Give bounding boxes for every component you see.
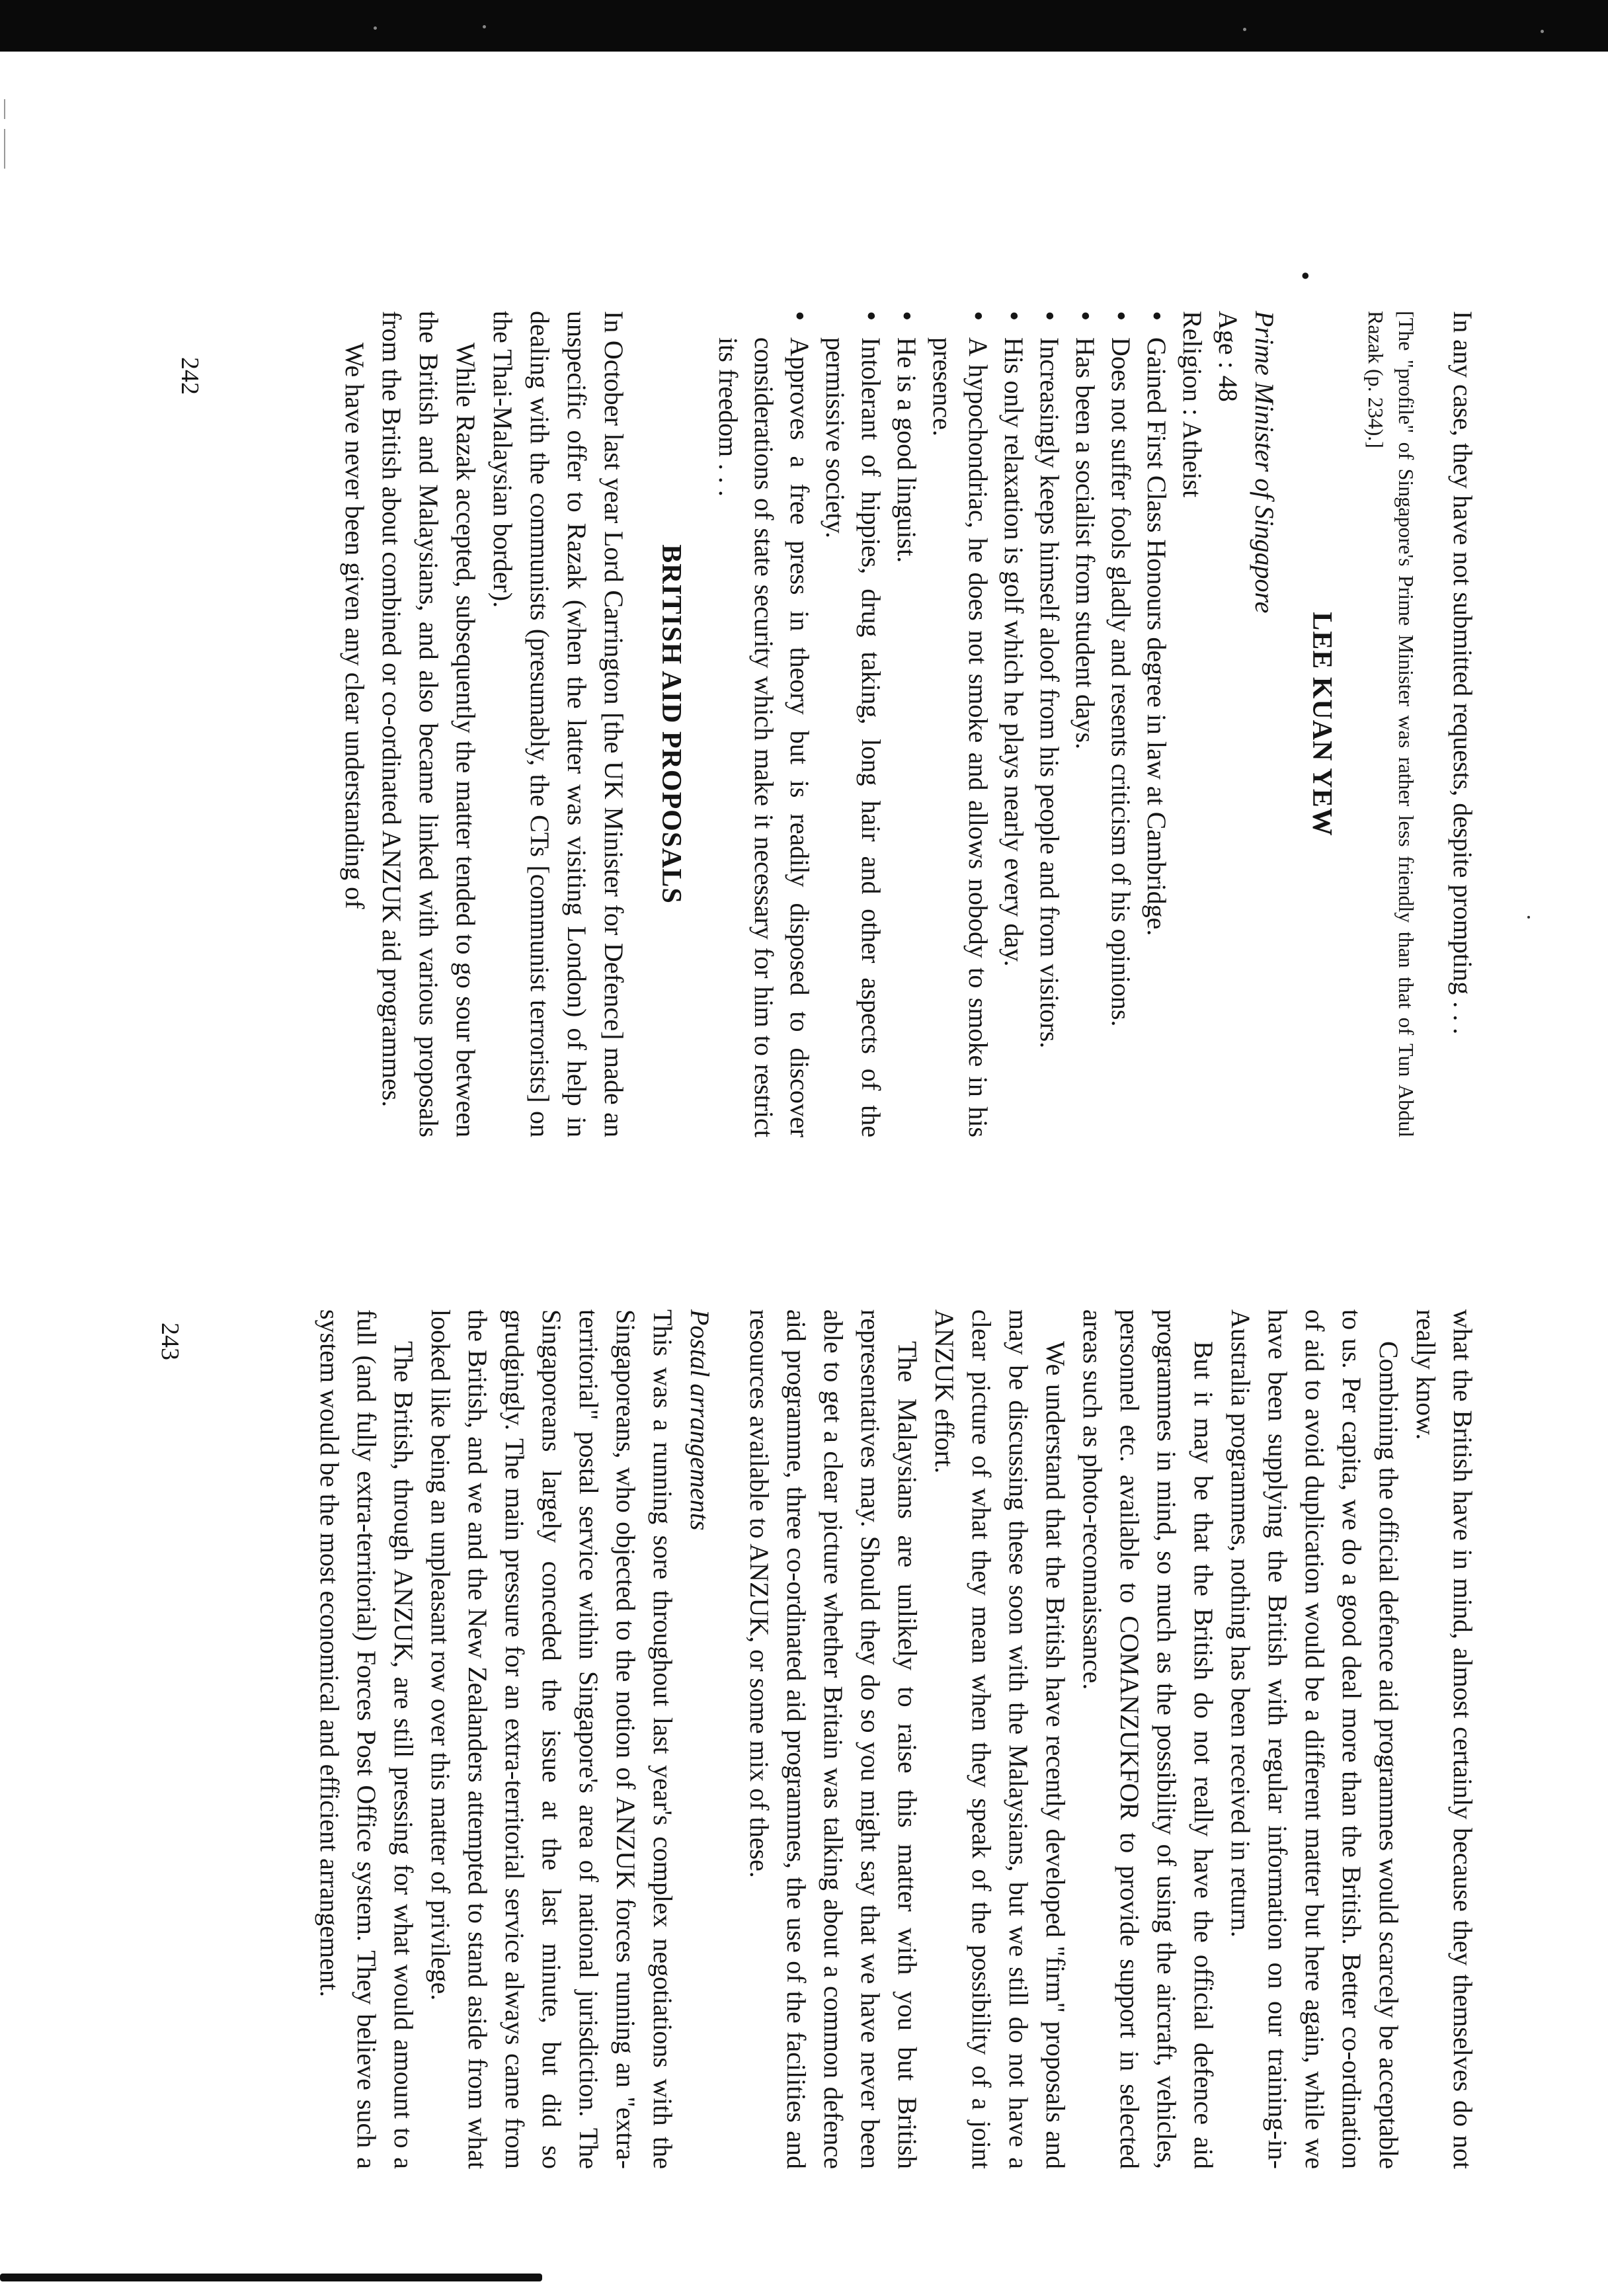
scan-edge-mark: [4, 99, 5, 119]
opening-paragraph: In any case, they have not submitted requests, despite prompting . . .: [1448, 311, 1478, 1035]
page-242: [145, 271, 1481, 1137]
scan-edge-mark: [4, 129, 5, 169]
editor-note: [The "profile" of Singapore's Prime Minister was rather less friendly than that of Tun Abdul Razak (p. 234).]: [1364, 311, 1418, 1137]
profile-age: Age : 48: [1213, 311, 1243, 402]
body-paragraph: The Malaysians are unlikely to raise this matter with you but British representatives may. Should they do so you might say that we have never been able to get a clear picture whether Britain was talking about a common defence aid programme, three co-ordinated aid programmes, the use of the facilities and resources available to ANZUK, or some mix of these.: [744, 1309, 922, 2169]
page-243: [112, 1309, 1481, 2169]
body-paragraph: While Razak accepted, subsequently the matter tended to go sour between the British and Malaysians, and also became linked with various proposals from the British about combined or co-ordinated ANZUK aid programmes.: [377, 311, 481, 1137]
scan-speck: [1541, 30, 1544, 33]
page-number: 243: [156, 1323, 184, 1360]
profile-bullet: • He is a good linguist.: [889, 311, 924, 1137]
body-paragraph: We have never been given any clear understanding of: [340, 343, 370, 909]
body-paragraph: The British, through ANZUK, are still pressing for what would amount to a full (and fully extra-territorial) Forces Post Office system. They believe such a system would be the most economical and efficient arrangement.: [315, 1309, 419, 2169]
scan-speck: [1243, 28, 1246, 31]
profile-bullet: • A hypochondriac, he does not smoke and allows nobody to smoke in his presence.: [924, 311, 996, 1137]
section-heading: BRITISH AID PROPOSALS: [656, 544, 686, 904]
page-number: 242: [176, 357, 204, 395]
profile-bullet: • Increasingly keeps himself aloof from his people and from visitors.: [1031, 311, 1067, 1137]
body-paragraph: We understand that the British have recently developed "firm" proposals and may be discussing these soon with the Malaysians, but we still do not have a clear picture of what they mean when they speak of the possibility of a joint ANZUK effort.: [930, 1309, 1070, 2169]
margin-bullet-mark: •: [1291, 271, 1320, 281]
profile-bullet-list: [710, 311, 1174, 1137]
body-paragraph: But it may be that the British do not really have the official defence aid programmes in mind, so much as the possibility of using the aircraft, vehicles, personnel etc. available to COMANZUKFOR to provide support in selected areas such as photo-reconnaissance.: [1078, 1309, 1219, 2169]
profile-bullet: • Does not suffer fools gladly and resents criticism of his opinions.: [1103, 311, 1139, 1137]
profile-bullet: • Approves a free press in theory but is readily disposed to discover considerations of state security which make it necessary for him to restrict its freedom . . .: [710, 311, 817, 1137]
body-paragraph: In October last year Lord Carrington [the UK Minister for Defence] made an unspecific offer to Razak (when the latter was visiting London) of help in dealing with the communists (presumably, the CTs [communist terrorists] on the Thai-Malaysian border).: [488, 311, 629, 1137]
scan-speck: [483, 25, 486, 28]
scan-border-top: [0, 0, 1608, 52]
profile-title: Prime Minister of Singapore: [1250, 311, 1279, 614]
profile-bullet: • Intolerant of hippies, drug taking, long hair and other aspects of the permissive society.: [817, 311, 889, 1137]
profile-bullet: • Has been a socialist from student days.: [1067, 311, 1103, 1137]
profile-name-heading: LEE KUAN YEW: [1306, 612, 1337, 837]
postal-sub-heading: Postal arrangements: [685, 1309, 715, 1531]
scan-speck: [1527, 916, 1530, 919]
profile-religion: Religion : Atheist: [1178, 311, 1207, 498]
scan-speck: [374, 26, 377, 30]
profile-bullet: • Gained First Class Honours degree in law at Cambridge.: [1139, 311, 1174, 1137]
body-paragraph: This was a running sore throughout last year's complex negotiations with the Singaporeans, who objected to the notion of ANZUK forces running an "extra-territorial" postal service within Singapore's area of national jurisdiction. The Singaporeans largely conceded the issue at the last minute, but did so grudgingly. The main pressure for an extra-territorial service always came from the British, and we and the New Zealanders attempted to stand aside from what looked like being an unpleasant row over this matter of privilege.: [426, 1309, 678, 2169]
scan-border-bottom: [0, 2274, 542, 2281]
body-paragraph: what the British have in mind, almost certainly because they themselves do not really know.: [1411, 1309, 1478, 2169]
profile-bullet: • His only relaxation is golf which he plays nearly every day.: [996, 311, 1031, 1137]
body-paragraph: Combining the official defence aid programmes would scarcely be acceptable to us. Per capita, we do a good deal more than the British. Better co-ordination of aid to avoid duplication would be a different matter but here again, while we have been supplying the British with regular information on our training-in-Australia programmes, nothing has been received in return.: [1226, 1309, 1404, 2169]
